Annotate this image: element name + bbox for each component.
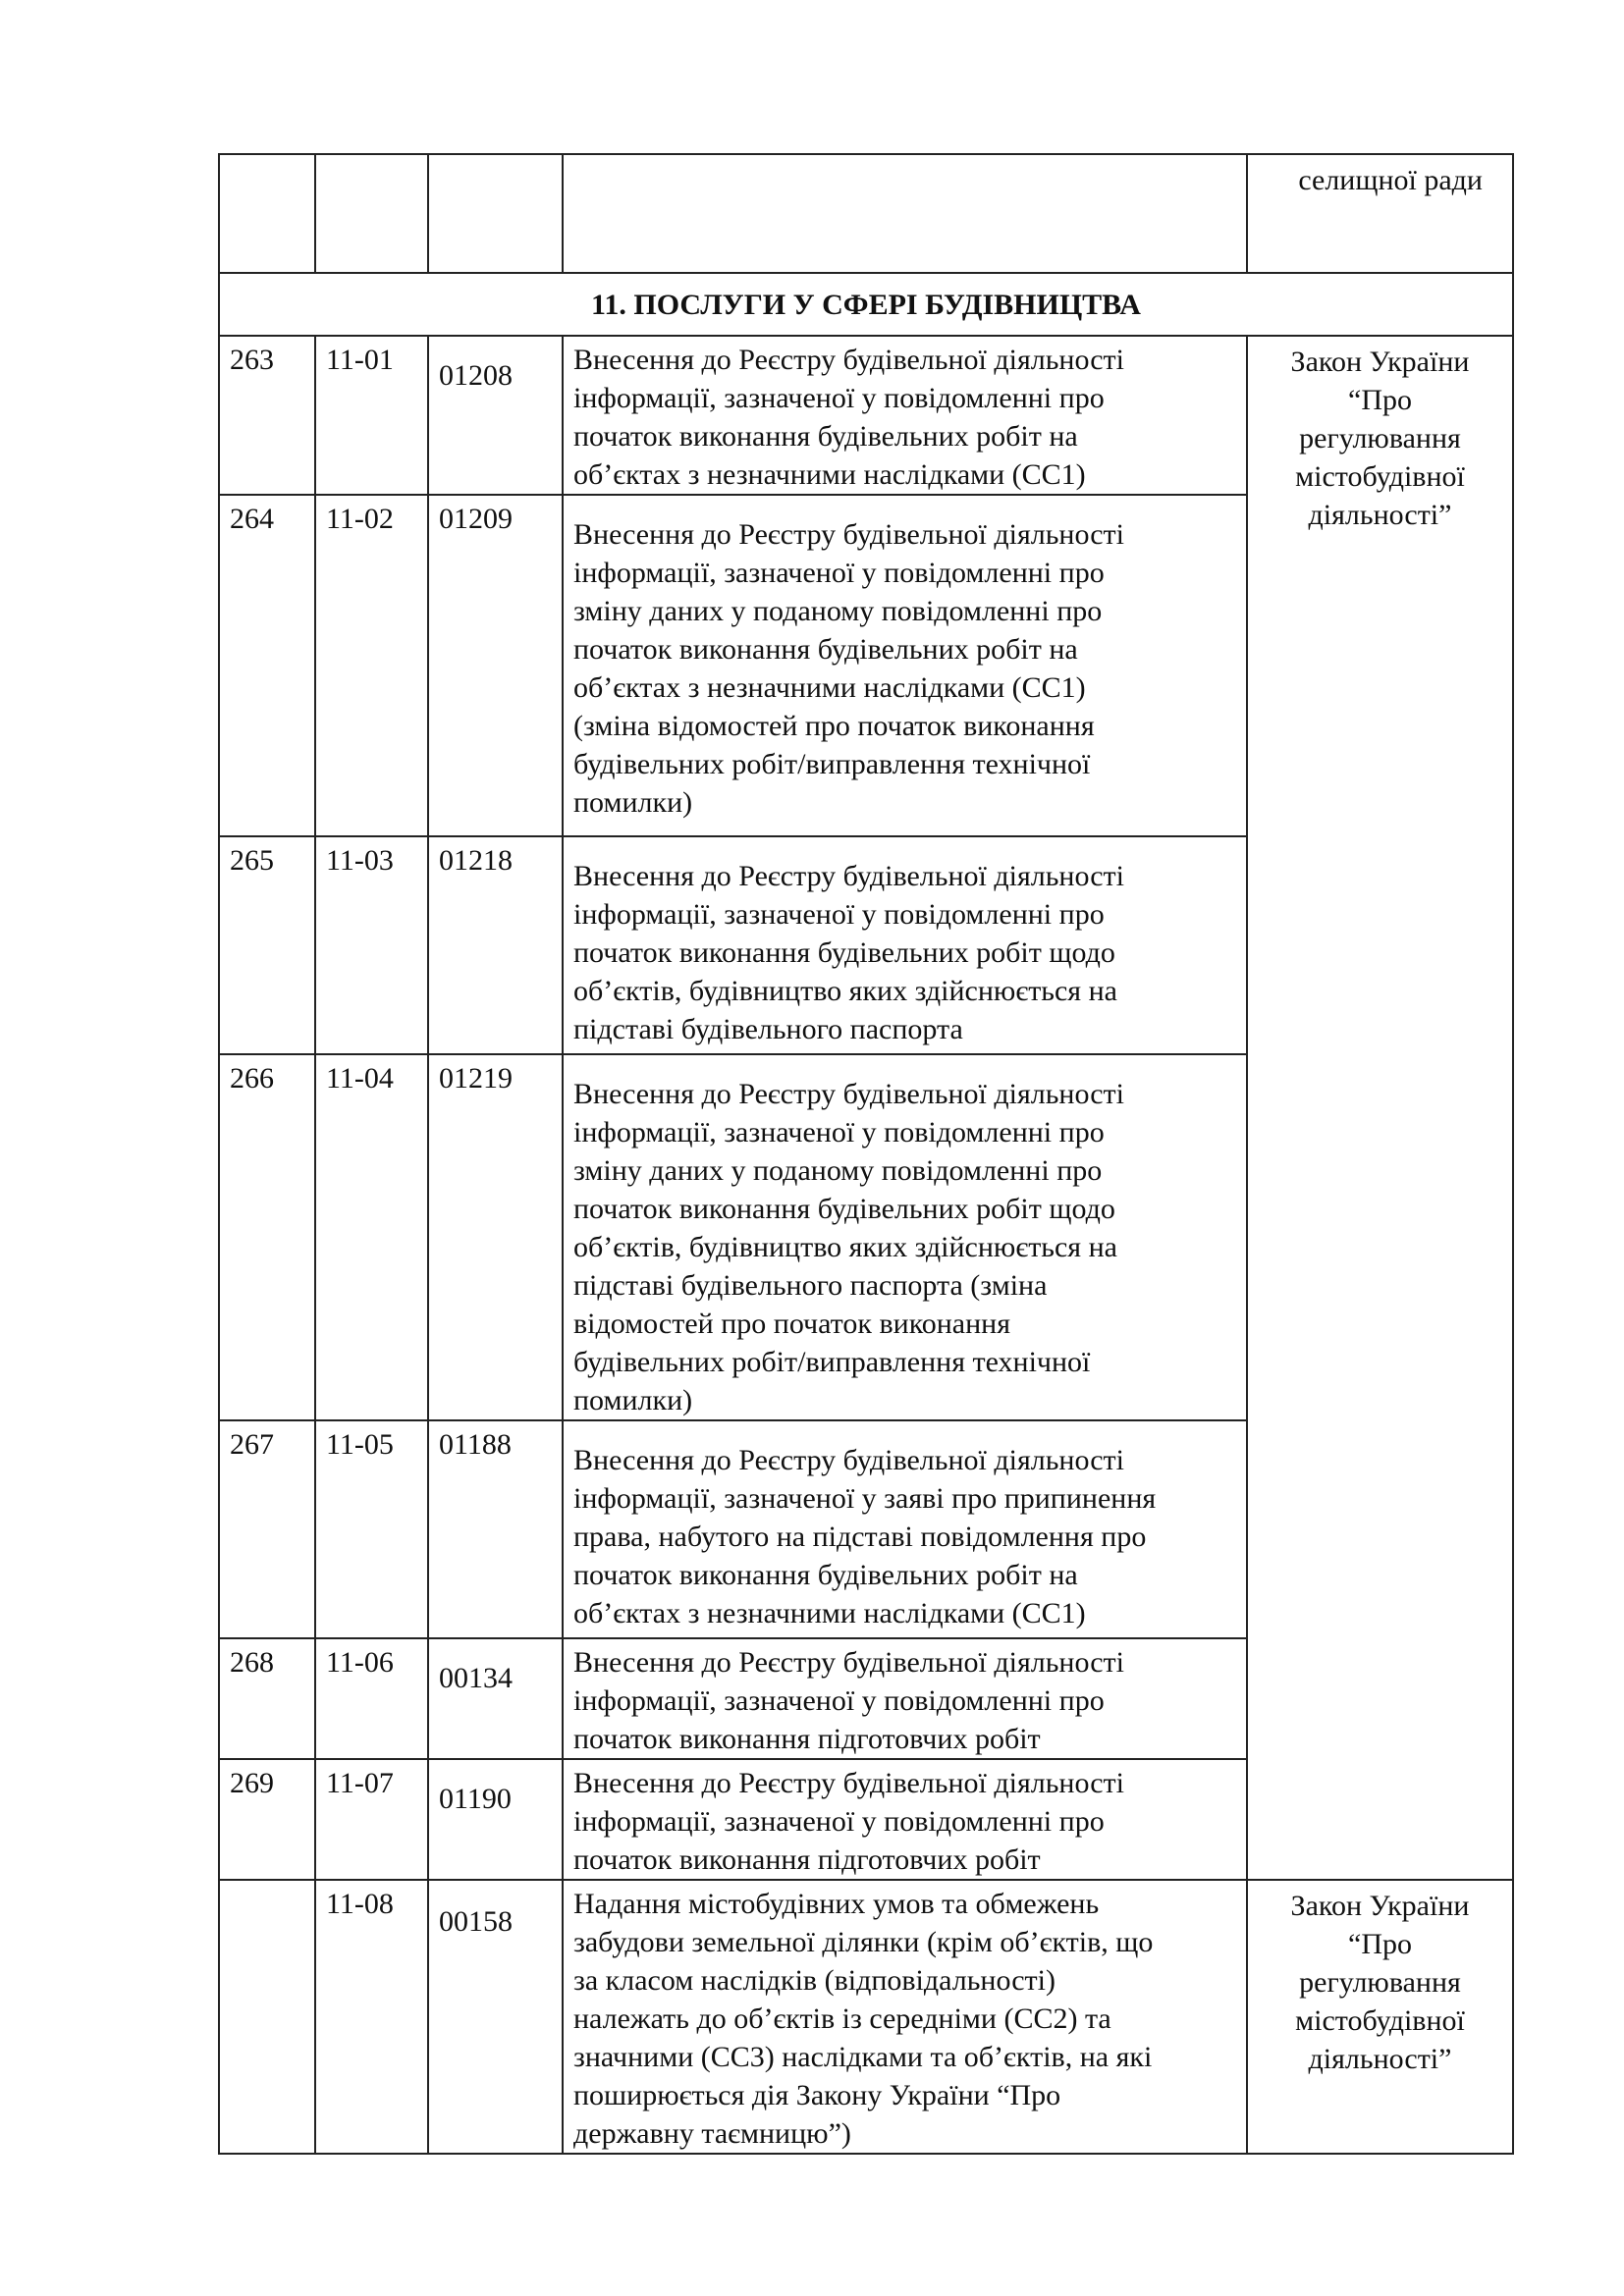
cell-service-id: 01219: [428, 1054, 563, 1420]
service-name-text: Внесення до Реєстру будівельної діяльності інформації, зазначеної у повідомленні про початок виконання будівельних робіт щодо об’єктів, будівництво яких здійснюється на підставі будівельного паспорта: [573, 860, 1124, 1045]
service-name-text: Внесення до Реєстру будівельної діяльності інформації, зазначеної у заяві про припинення права, набутого на підставі повідомлення про початок виконання будівельних робіт на об’єктах з незначними наслідками (СС1): [573, 1444, 1157, 1629]
cell-service-id: [428, 154, 563, 273]
cell-service-name: [563, 154, 1247, 273]
cell-code: 11-04: [315, 1054, 428, 1420]
cell-service-name: [563, 1759, 1247, 1880]
table-row: [219, 336, 1513, 495]
cell-code: 11-03: [315, 836, 428, 1054]
service-name-text: Внесення до Реєстру будівельної діяльності інформації, зазначеної у повідомленні про початок виконання будівельних робіт на об’єктах з незначними наслідками (СС1): [573, 344, 1124, 491]
service-name-text: Надання містобудівних умов та обмежень забудови земельної ділянки (крім об’єктів, що за класом наслідків (відповідальності) належать до об’єктів із середніми (СС2) та значними (СС3) наслідками та об’єктів, на які поширюється дія Закону України “Про державну таємницю”): [573, 1888, 1154, 2150]
cell-service-name: [563, 1054, 1247, 1420]
cell-number: 267: [219, 1420, 315, 1638]
cell-number: 269: [219, 1759, 315, 1880]
cell-number: [219, 1880, 315, 2154]
cell-code: 11-01: [315, 336, 428, 495]
cell-service-name: [563, 836, 1247, 1054]
cell-code: 11-02: [315, 495, 428, 836]
table-row: [219, 1880, 1513, 2154]
cell-legal-basis: селищної ради: [1247, 154, 1513, 273]
cell-service-id: 00134: [428, 1638, 563, 1759]
services-table: [218, 153, 1514, 2155]
cell-code: 11-07: [315, 1759, 428, 1880]
cell-code: 11-06: [315, 1638, 428, 1759]
service-name-text: Внесення до Реєстру будівельної діяльності інформації, зазначеної у повідомленні про зміну даних у поданому повідомленні про початок виконання будівельних робіт на об’єктах з незначними наслідками (СС1) (зміна відомостей про початок виконання будівельних робіт/виправлення технічної помилки): [573, 518, 1124, 819]
section-heading-row: [219, 273, 1513, 336]
cell-service-name: [563, 336, 1247, 495]
cell-service-id: 01190: [428, 1759, 563, 1880]
legal-basis-text: Закон України “Про регулювання містобудівної діяльності”: [1290, 1890, 1470, 2075]
service-name-text: Внесення до Реєстру будівельної діяльності інформації, зазначеної у повідомленні про зміну даних у поданому повідомленні про початок виконання будівельних робіт щодо об’єктів, будівництво яких здійснюється на підставі будівельного паспорта (зміна відомостей про початок виконання будівельних робіт/виправлення технічної помилки): [573, 1078, 1124, 1416]
cell-number: 266: [219, 1054, 315, 1420]
cell-number: 264: [219, 495, 315, 836]
continued-row: [219, 154, 1513, 273]
cell-number: 263: [219, 336, 315, 495]
cell-legal-basis: [1247, 1880, 1513, 2154]
cell-service-id: 01218: [428, 836, 563, 1054]
cell-service-id: 01209: [428, 495, 563, 836]
cell-number: 265: [219, 836, 315, 1054]
cell-service-name: [563, 1420, 1247, 1638]
section-title: 11. ПОСЛУГИ У СФЕРІ БУДІВНИЦТВА: [219, 273, 1513, 336]
cell-service-id: 01208: [428, 336, 563, 495]
cell-number: 268: [219, 1638, 315, 1759]
legal-basis-text: Закон України “Про регулювання містобудівної діяльності”: [1290, 346, 1470, 531]
service-name-text: Внесення до Реєстру будівельної діяльності інформації, зазначеної у повідомленні про початок виконання підготовчих робіт: [573, 1646, 1124, 1755]
cell-service-id: 00158: [428, 1880, 563, 2154]
cell-service-name: [563, 1638, 1247, 1759]
cell-service-name: [563, 1880, 1247, 2154]
cell-code: 11-08: [315, 1880, 428, 2154]
cell-number: [219, 154, 315, 273]
cell-code: [315, 154, 428, 273]
cell-code: 11-05: [315, 1420, 428, 1638]
cell-service-name: [563, 495, 1247, 836]
service-name-text: Внесення до Реєстру будівельної діяльності інформації, зазначеної у повідомленні про початок виконання підготовчих робіт: [573, 1767, 1124, 1876]
cell-service-id: 01188: [428, 1420, 563, 1638]
cell-legal-basis: [1247, 336, 1513, 1880]
